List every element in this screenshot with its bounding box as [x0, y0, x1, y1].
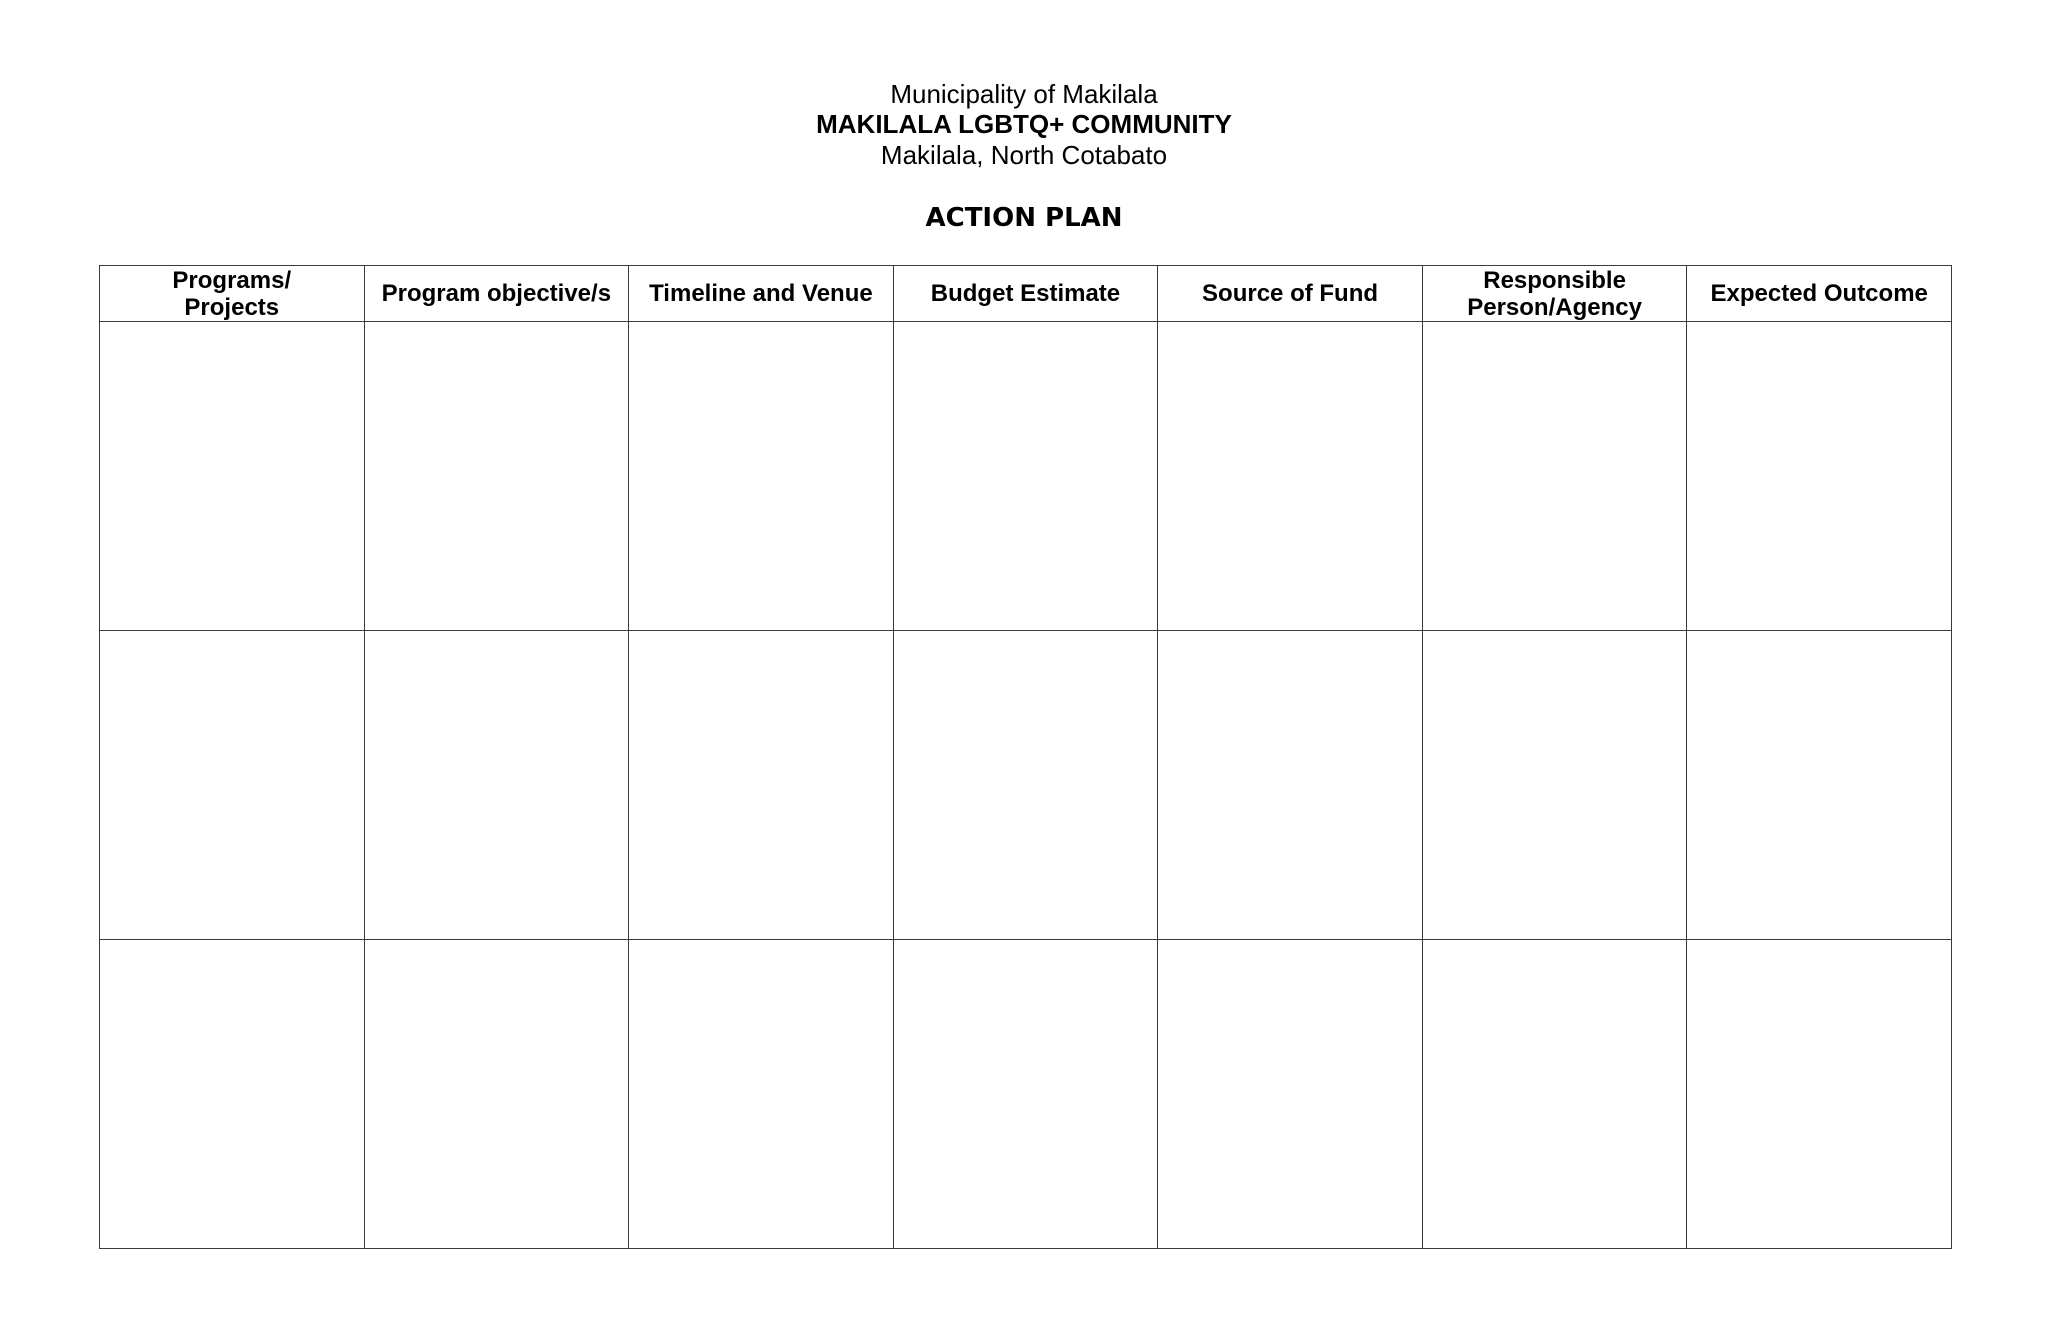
column-header-responsible-person: Responsible Person/Agency	[1422, 266, 1687, 322]
table-header-row	[100, 266, 1952, 322]
column-header-timeline-venue: Timeline and Venue	[629, 266, 894, 322]
table-cell	[1158, 940, 1423, 1249]
column-header-budget-estimate: Budget Estimate	[893, 266, 1158, 322]
column-header-expected-outcome: Expected Outcome	[1687, 266, 1952, 322]
table-cell	[629, 940, 894, 1249]
location-text: Makilala, North Cotabato	[880, 140, 1168, 170]
table-cell	[364, 322, 629, 631]
table-cell	[1687, 631, 1952, 940]
table-cell	[1687, 322, 1952, 631]
table-cell	[364, 940, 629, 1249]
table-cell	[100, 631, 365, 940]
organization-name: MAKILALA LGBTQ+ COMMUNITY	[816, 109, 1232, 139]
table-row	[100, 322, 1952, 631]
table-cell	[629, 322, 894, 631]
table-cell	[100, 940, 365, 1249]
table-cell	[1158, 322, 1423, 631]
municipality-name: Municipality of Makilala	[890, 79, 1158, 109]
table-cell	[100, 322, 365, 631]
document-title: ACTION PLAN	[925, 203, 1123, 233]
table-row	[100, 631, 1952, 940]
table-cell	[1158, 631, 1423, 940]
table-cell	[1422, 631, 1687, 940]
table-cell	[364, 631, 629, 940]
table-cell	[893, 322, 1158, 631]
table-cell	[893, 940, 1158, 1249]
table-cell	[1687, 940, 1952, 1249]
column-header-program-objectives: Program objective/s	[364, 266, 629, 322]
table-cell	[893, 631, 1158, 940]
column-header-source-of-fund: Source of Fund	[1158, 266, 1423, 322]
action-plan-table	[99, 265, 1952, 1249]
column-header-programs-projects: Programs/ Projects	[100, 266, 365, 322]
table-cell	[629, 631, 894, 940]
table-cell	[1422, 322, 1687, 631]
table-row	[100, 940, 1952, 1249]
table-cell	[1422, 940, 1687, 1249]
